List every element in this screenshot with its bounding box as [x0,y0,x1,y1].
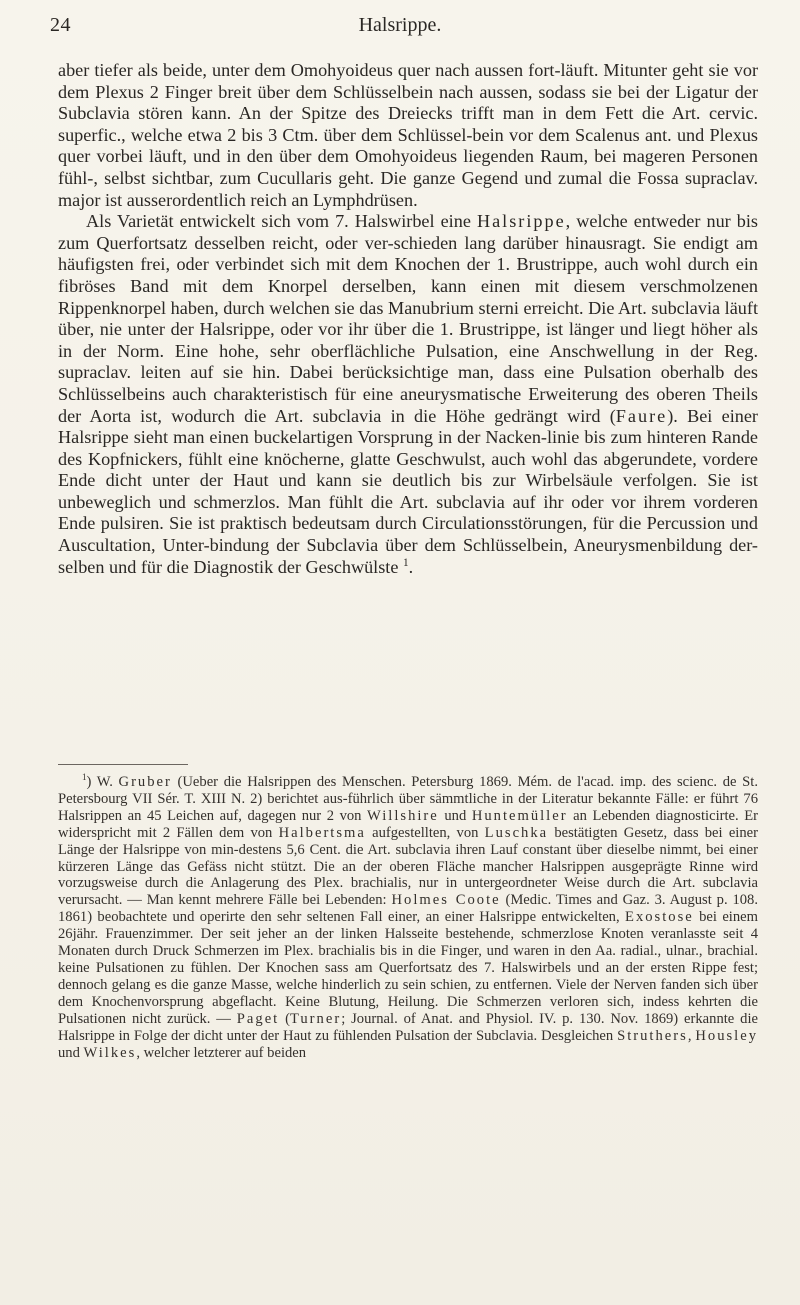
paragraph-2-text-c: ). Bei einer Halsrippe sieht man einen buckelartigen Vorsprung in der Nacken-linie bis zum hinteren Rande des Kopfnickers, fühlt eine knöcherne, glatte Geschwulst, auch wohl das abgerundete, vordere Ende dicht unter der Haut und kann sie deutlich bis zur Wirbelsäule verfolgen. Sie ist unbeweglich und schmerzlos. Man fühlt die Art. subclavia auf ihr oder vor ihrem vorderen Ende pulsiren. Sie ist praktisch bedeutsam durch Circulationsstörungen, für die Percussion und Auscultation, Unter-bindung der Subclavia über dem Schlüsselbein, Aneurysmenbildung der-selben und für die Diagnostik der Geschwülste [58,405,758,577]
paragraph-2-text-end: . [408,556,414,577]
fn-text-5: aufgestellten, von [365,824,485,841]
author-halbertsma: Halbertsma [278,824,366,841]
author-struthers: Struthers [617,1027,688,1044]
fn-text-13: , welcher letzterer auf beiden [136,1044,307,1061]
author-huntemueller: Huntemüller [471,807,568,824]
author-paget: Paget [236,1010,280,1027]
term-halsrippe: Halsrippe [476,211,566,232]
fn-text-11: , [687,1027,696,1044]
paragraph-2-text-b: , welche entweder nur bis zum Querfortsatz desselben reicht, oder ver-schieden lang darüber hinausragt. Sie endigt am häufigsten frei, oder verbindet sich mit dem Knochen der 1. Brustrippe, auch wohl durch ein fibröses Band mit dem Knorpel derselben, kann einen mit diesem verschmolzenen Rippenknorpel haben, durch welchen sie das Manubrium sterni erreicht. Die Art. subclavia läuft über, nie unter der Halsrippe, oder vor ihr über die 1. Brustrippe, ist länger und liegt höher als in der Norm. Eine hohe, sehr oberflächliche Pulsation, eine Anschwellung in der Reg. supraclav. leiten auf sie hin. Dabei berücksichtige man, dass eine Pulsation oberhalb des Schlüsselbeins auch charakteristisch für eine aneurysmatische Erweiterung des oberen Theils der Aorta ist, wodurch die Art. subclavia in die Höhe gedrängt wird ( [58,211,758,426]
fn-text-1: ) W. [86,774,119,790]
author-turner: Turner [289,1010,342,1027]
fn-text-10: ; Journal. of Anat. and Physiol. IV. p. 130. Nov. 1869) erkannte die Halsrippe in Folge der dicht unter der Haut zu fühlenden Pulsation der Subclavia. Desgleichen [58,1010,758,1044]
author-willshire: Willshire [367,807,439,824]
fn-text-2: (Ueber die Halsrippen des Menschen. Petersburg 1869. Mém. de l'acad. imp. des scienc. de St. Petersbourg VII Sér. T. XIII N. 2) berichtet aus-führlich über sämmtliche in der Literatur bekannte Fälle: er führt 76 Halsrippen an 45 Leichen auf, dagegen nur 2 von [58,774,758,824]
author-holmes-coote: Holmes Coote [391,892,501,909]
main-text [58,60,758,578]
paragraph-halsrippe [58,211,758,578]
paragraph-2-text-a: Als Varietät entwickelt sich vom 7. Halswirbel eine [86,211,477,232]
fn-text-6: bestätigten Gesetz, dass bei einer Länge der Halsrippe von min-destens 5,6 Cent. die Art. subclavia ihren Lauf constant über dieselbe nimmt, bei einer kürzeren Länge das Gefäss nicht stützt. Die an der oberen Fläche mancher Halsrippen ausgeprägte Rinne wird vorzugsweise durch die Anlagerung des Plex. brachialis, nur in untergeordneter Weise durch die Art. subclavia verursacht. — Man kennt mehrere Fälle bei Lebenden: [58,824,758,909]
fn-text-7: (Medic. Times and Gaz. 3. August p. 108. 1861) beobachtete und operirte den sehr seltenen Fall einer, an einer Halsrippe entwickelten, [58,892,758,926]
footnote-marker: 1 [82,772,87,783]
footnote-reference[interactable]: 1 [402,556,409,569]
fn-text-12: und [58,1044,84,1061]
author-faure: Faure [615,405,668,426]
author-wilkes: Wilkes [83,1044,137,1061]
footnote-divider [58,764,188,765]
author-luschka: Luschka [484,824,549,841]
fn-text-4: an Lebenden diagnosticirte. Er widerspricht mit 2 Fällen dem von [58,807,759,841]
term-exostose: Exostose [625,909,694,926]
page-header [50,14,750,42]
fn-text-9: ( [279,1010,290,1027]
running-title: Halsrippe. [358,14,442,36]
paragraph-1-text: aber tiefer als beide, unter dem Omohyoideus quer nach aussen fort-läuft. Mitunter geht sie vor dem Plexus 2 Finger breit über dem Schlüsselbein nach aussen, sodass sie bei der Ligatur der Subclavia stören kann. An der Spitze des Dreiecks trifft man in dem Fett die Art. cervic. superfic., welche etwa 2 bis 3 Ctm. über dem Schlüssel-bein vor dem Scalenus ant. und Plexus quer vorbei läuft, und in den über dem Omohyoideus liegenden Raum, bei mageren Personen fühl-, selbst sichtbar, zum Cucullaris geht. Die ganze Gegend und zumal die Fossa supraclav. major ist ausserordentlich reich an Lymphdrüsen. [58,60,758,210]
fn-text-8: bei einem 26jähr. Frauenzimmer. Der seit jeher an der linken Halsseite bestehende, schmerzlose Knoten veranlasste seit 4 Monaten durch Druck Schmerzen im Plex. brachialis bis in die Finger, und waren in den Aa. radial., ulnar., brachial. keine Pulsationen zu fühlen. Der Knochen sass am Querfortsatz des 7. Halswirbels und an der ersten Rippe fest; dennoch gelang es die ganze Masse, welche hinderlich zu sein schien, zu entfernen. Viele der Nerven fanden sich über dem Knochenvorsprung abgeflacht. Keine Blutung, Heilung. Die Schmerzen verloren sich, indess kehrten die Pulsationen nicht zurück. — [58,909,758,1027]
page-number: 24 [50,14,71,36]
fn-text-3: und [438,807,472,824]
paragraph-continuation [58,60,758,211]
footnote-1 [58,774,758,1061]
author-housley: Housley [695,1027,759,1044]
footnotes [58,774,758,1061]
author-gruber: Gruber [118,774,172,790]
